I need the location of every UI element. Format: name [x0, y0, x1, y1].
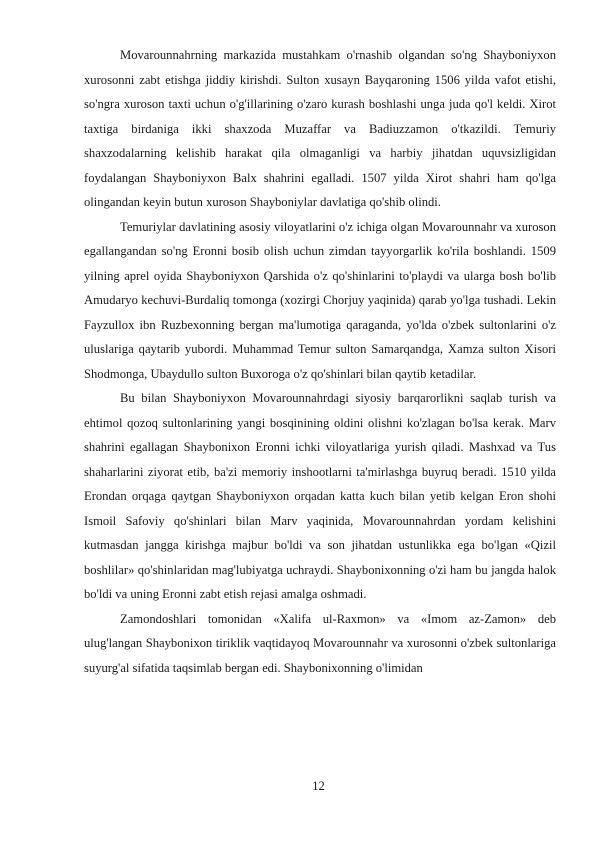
paragraph-3: Bu bilan Shayboniyxon Movarounnahrdagi siyosiy barqarorlikni saqlab turish va ehtimol qozoq sultonlarining yangi bosqinining oldini olishni ko'zlagan bo'lsa kerak. Marv shahrini egallagan Shayboniхon Eronni ichki viloyatlariga yurish qiladi. Mashxad va Tus shaharlarini ziyorat etib, ba'zi memoriy inshootlarni ta'mirlashga buyruq beradi. 1510 yilda Erondan orqaga qaytgan Shayboniyxon orqadan katta kuch bilan yetib kelgan Eron shohi Ismoil Safoviy qo'shinlari bilan Marv yaqinida, Movarounnahrdan yordam kelishini kutmasdan jangga kirishga majbur bo'ldi va son jihatdan ustunlikka ega bo'lgan «Qizil boshlilar» qo'shinlaridan mag'lubiyatga uchraydi. Shayboniхonning o'zi ham bu jangda halok bo'ldi va uning Eronni zabt etish rejasi amalga oshmadi.	[84, 391, 556, 601]
document-body	[84, 43, 556, 680]
page-number: 12	[312, 779, 325, 793]
paragraph-1: Movarounnahrning markazida mustahkam o'rnashib olgandan so'ng Shayboniyxon xurosonni zabt etishga jiddiy kirishdi. Sulton xusayn Bayqaroning 1506 yilda vafot etishi, so'ngra xuroson taxti uchun o'g'illarining o'zaro kurash boshlashi unga juda qo'l keldi. Xirot taxtiga birdaniga ikki shaxzoda Muzaffar va Badiuzzamon o'tkazildi. Temuriy shaxzodalarning kelishib harakat qila olmaganligi va harbiy jihatdan uquvsizligidan foydalangan Shayboniyxon Balx shahrini egalladi. 1507 yilda Xirot shahri ham qo'lga olingandan keyin butun xuroson Shayboniylar davlatiga qo'shib olindi.	[84, 48, 556, 209]
paragraph-4: Zamondoshlari tomonidan «Xalifa ul-Raxmon» va «Imom az-Zamon» deb ulug'langan Shayboniхon tiriklik vaqtidayoq Movarounnahr va xurosonni o'zbek sultonlariga suyurg'al sifatida taqsimlab bergan edi. Shayboniхonning o'limidan	[84, 611, 556, 675]
paragraph-2: Temuriylar davlatining asosiy viloyatlarini o'z ichiga olgan Movarounnahr va xuroson egallangandan so'ng Eronni bosib olish uchun zimdan tayyorgarlik ko'rila boshlandi. 1509 yilning aprel oyida Shayboniyxon Qarshida o'z qo'shinlarini to'playdi va ularga bosh bo'lib Amudaryo kechuvi-Burdaliq tomonga (xozirgi Chorjuy yaqinida) qarab yo'lga tushadi. Lekin Fayzullox ibn Ruzbexonning bergan ma'lumotiga qaraganda, yo'lda o'zbek sultonlarini o'z uluslariga qaytarib yubordi. Muhammad Temur sulton Samarqandga, Xamza sulton Xisori Shodmonga, Ubaydullo sulton Buxoroga o'z qo'shinlari bilan qaytib ketadilar.	[84, 219, 556, 381]
